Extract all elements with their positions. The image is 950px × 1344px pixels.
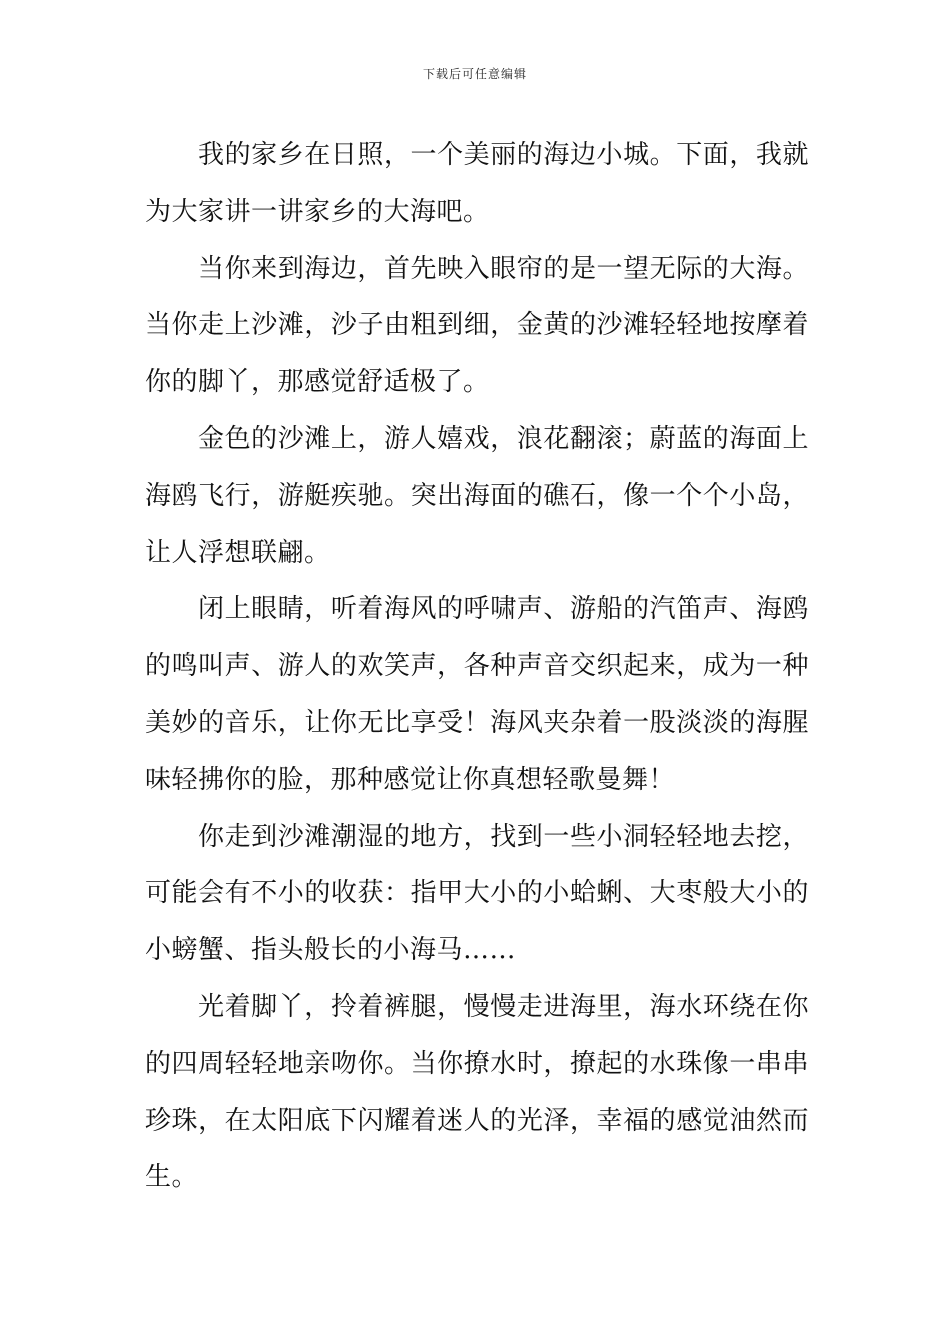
paragraph: 你走到沙滩潮湿的地方，找到一些小洞轻轻地去挖，可能会有不小的收获：指甲大小的小蛤蜊、大枣般大小的小螃蟹、指头般长的小海马…… bbox=[145, 821, 809, 966]
paragraph: 金色的沙滩上，游人嬉戏，浪花翻滚；蔚蓝的海面上海鸥飞行，游艇疾驰。突出海面的礁石，像一个个小岛，让人浮想联翩。 bbox=[145, 423, 809, 568]
paragraph: 我的家乡在日照，一个美丽的海边小城。下面，我就为大家讲一讲家乡的大海吧。 bbox=[145, 140, 809, 227]
article-body bbox=[145, 127, 809, 1206]
page-header: 下载后可任意编辑 bbox=[422, 67, 527, 81]
paragraph: 当你来到海边，首先映入眼帘的是一望无际的大海。当你走上沙滩，沙子由粗到细，金黄的沙滩轻轻地按摩着你的脚丫，那感觉舒适极了。 bbox=[145, 253, 809, 398]
paragraph: 闭上眼睛，听着海风的呼啸声、游船的汽笛声、海鸥的鸣叫声、游人的欢笑声，各种声音交织起来，成为一种美妙的音乐，让你无比享受！海风夹杂着一股淡淡的海腥味轻拂你的脸，那种感觉让你真想轻歌曼舞！ bbox=[145, 594, 809, 795]
paragraph: 光着脚丫，拎着裤腿，慢慢走进海里，海水环绕在你的四周轻轻地亲吻你。当你撩水时，撩起的水珠像一串串珍珠，在太阳底下闪耀着迷人的光泽，幸福的感觉油然而生。 bbox=[145, 991, 809, 1193]
